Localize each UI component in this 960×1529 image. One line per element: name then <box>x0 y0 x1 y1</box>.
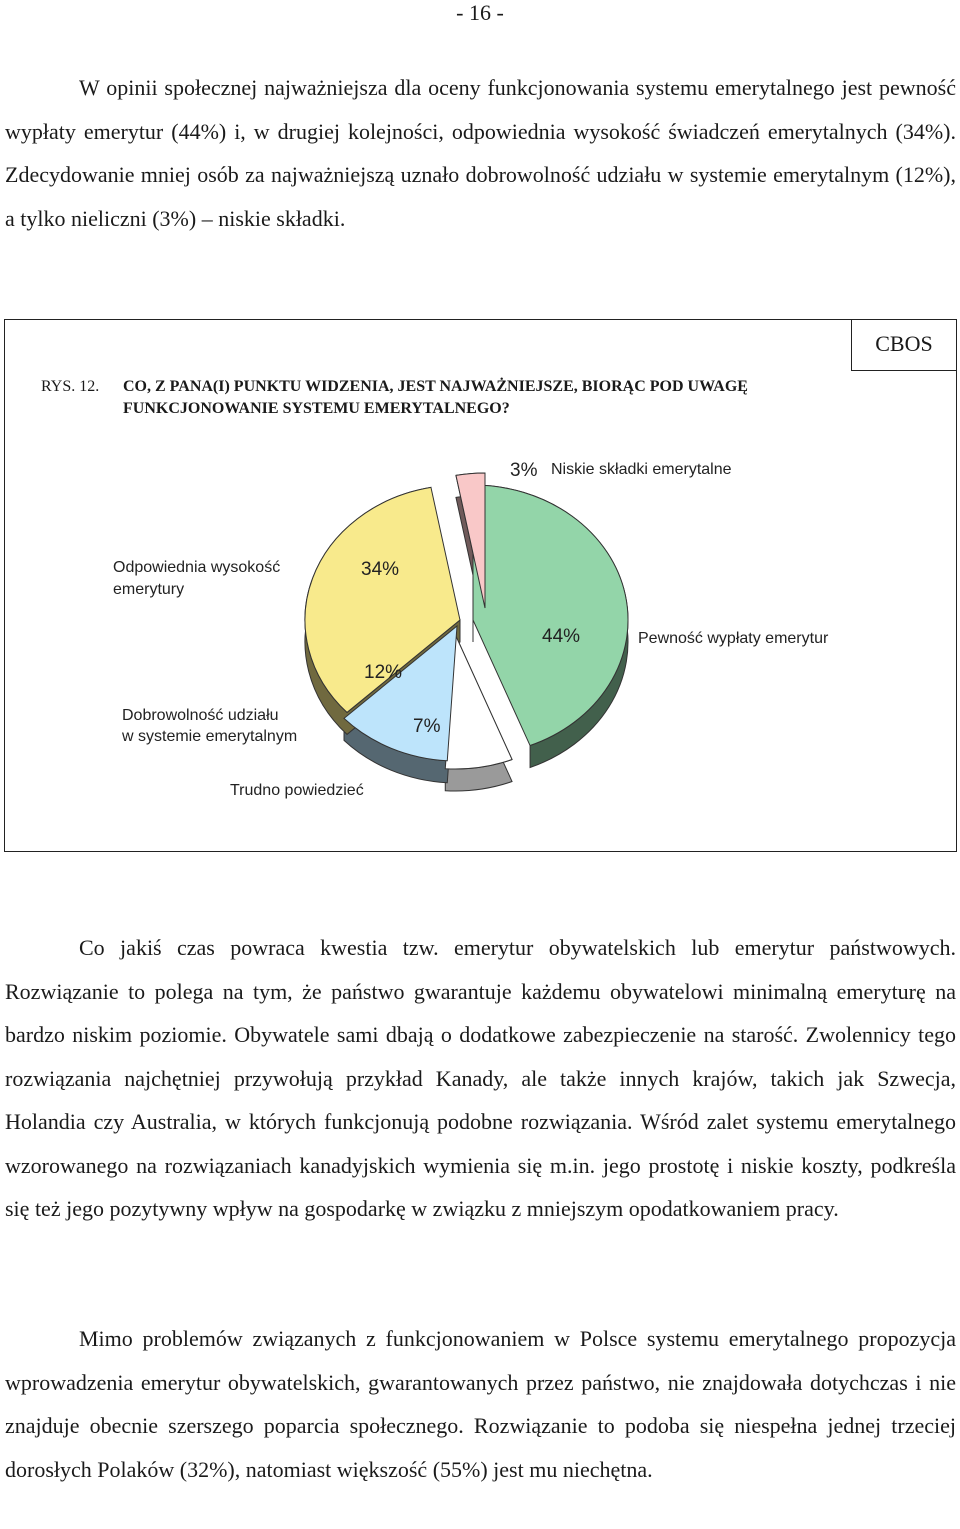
pie-slice-skladki <box>456 473 485 608</box>
paragraph-citizen-pension-text: Co jakiś czas powraca kwestia tzw. emerytur obywatelskich lub emerytur państwowych. Rozwiązanie to polega na tym, że państwo gwarantuje każdemu obywatelowi minimalną emeryturę na bardzo niskim poziomie. Obywatele sami dbają o dodatkowe zabezpieczenie na starość. Zwolennicy tego rozwiązania najchętniej przywołują przykład Kanady, ale także innych krajów, takich jak Szwecja, Holandia czy Australia, w których funkcjonują podobne rozwiązania. Wśród zalet systemu emerytalnego wzorowanego na rozwiązaniach kanadyjskich wymienia się m.in. jego prostotę i niskie koszty, podkreśla się też jego pozytywny wpływ na gospodarkę w związku z mniejszym opodatkowaniem pracy. <box>5 935 956 1221</box>
slice-label-wysokosc-2: emerytury <box>113 581 185 598</box>
value-label-trudno: 7% <box>413 716 441 737</box>
slice-label-trudno: Trudno powiedzieć <box>230 782 364 799</box>
slice-label-wysokosc-1: Odpowiednia wysokość <box>113 559 281 576</box>
paragraph-support <box>5 1317 956 1491</box>
slice-label-dobrowolnosc-2: w systemie emerytalnym <box>122 728 298 745</box>
caption-line-2: FUNKCJONOWANIE SYSTEMU EMERYTALNEGO? <box>123 400 510 417</box>
source-badge: CBOS <box>851 319 957 371</box>
figure-number: RYS. 12. <box>41 378 100 395</box>
paragraph-citizen-pension <box>5 926 956 1231</box>
value-label-skladki: 3% <box>510 460 538 481</box>
value-label-pewnosc: 44% <box>542 626 581 647</box>
value-label-wysokosc: 34% <box>361 559 400 580</box>
value-label-dobrowolnosc: 12% <box>364 662 403 683</box>
paragraph-support-text: Mimo problemów związanych z funkcjonowaniem w Polsce systemu emerytalnego propozycja wprowadzenia emerytur obywatelskich, gwarantowanych przez państwo, nie znajdowała dotychczas i nie znajduje obecnie szerszego poparcia społecznego. Rozwiązanie to podoba się niespełna jednej trzeciej dorosłych Polaków (32%), natomiast większość (55%) jest mu niechętna. <box>5 1326 956 1482</box>
slice-label-dobrowolnosc-1: Dobrowolność udziału <box>122 707 279 724</box>
slice-label-skladki: Niskie składki emerytalne <box>551 461 732 478</box>
caption-line-1: CO, Z PANA(I) PUNKTU WIDZENIA, JEST NAJWAŻNIEJSZE, BIORĄC POD UWAGĘ <box>123 378 748 395</box>
slice-label-pewnosc: Pewność wypłaty emerytur <box>638 630 829 647</box>
paragraph-intro-text: W opinii społecznej najważniejsza dla oceny funkcjonowania systemu emerytalnego jest pewność wypłaty emerytur (44%) i, w drugiej kolejności, odpowiednia wysokość świadczeń emerytalnych (34%). Zdecydowanie mniej osób za najważniejszą uznało dobrowolność udziału w systemie emerytalnym (12%), a tylko nieliczni (3%) – niskie składki. <box>5 75 956 231</box>
page-number: - 16 - <box>456 0 504 25</box>
